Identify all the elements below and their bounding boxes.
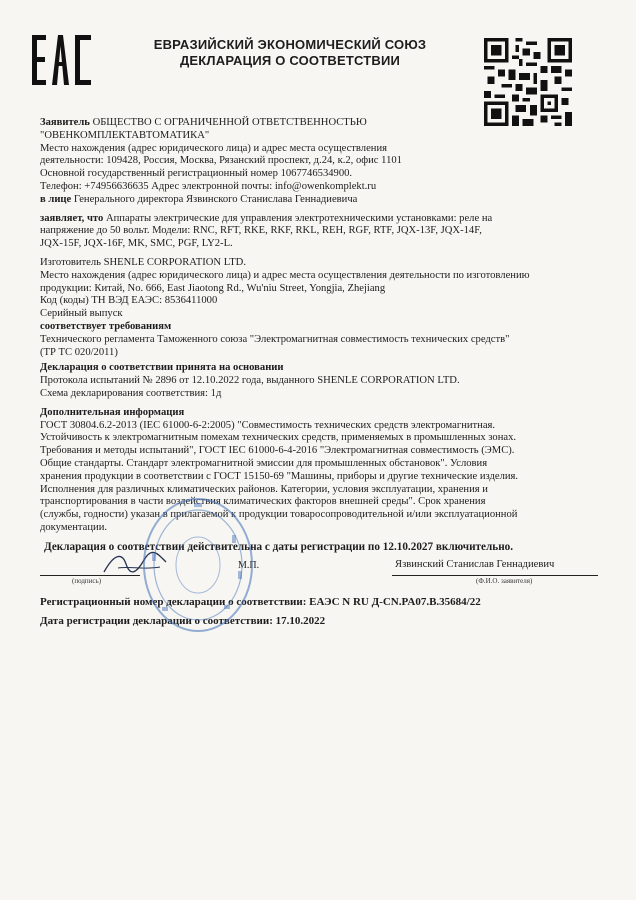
additional-info-line: Требования и методы испытаний", ГОСТ IEC 61000-6-4-2016 "Электромагнитная совместимость (ЭМС).	[40, 445, 515, 457]
applicant-label: Заявитель	[40, 117, 90, 128]
applicant-name-quoted: "ОВЕНКОМПЛЕКТАВТОМАТИКА"	[40, 129, 210, 141]
additional-info-line: Исполнения для различных климатических районов. Категории, условия эксплуатации, хранения и	[40, 483, 488, 495]
name-caption: (Ф.И.О. заявителя)	[476, 577, 533, 585]
regulation-line-2: (ТР ТС 020/2011)	[40, 346, 118, 358]
additional-info-line: Общие стандарты. Стандарт электромагнитной эмиссии для промышленных обстановок". Условия	[40, 457, 488, 469]
eac-logo-icon	[30, 32, 94, 88]
tnved-code: Код (коды) ТН ВЭД ЕАЭС: 8536411000	[40, 295, 218, 307]
applicant-ogrn: Основной государственный регистрационный номер 1067746534900.	[40, 168, 353, 180]
stamp-place-label: М.П.	[238, 560, 260, 571]
product-line-3: JQX-15F, JQX-16F, MK, SMC, PGF, LY2-L.	[40, 238, 233, 250]
additional-info-line: хранения продукции в соответствии с ГОСТ 15150-69 "Машины, приборы и другие технические изделия.	[40, 470, 519, 482]
applicant-address-2: деятельности: 109428, Россия, Москва, Рязанский проспект, д.24, к.2, офис 1101	[40, 155, 402, 167]
handwritten-signature-icon	[100, 548, 170, 578]
validity-statement: Декларация о соответствии действительна с даты регистрации по 12.10.2027 включительно.	[44, 541, 514, 553]
batch-type: Серийный выпуск	[40, 308, 123, 320]
header-title: ДЕКЛАРАЦИЯ О СООТВЕТСТВИИ	[179, 53, 401, 68]
additional-info-line: (службы, годности) указан в прилагаемой к продукции товаросопроводительной и/или эксплуатационной	[40, 509, 518, 521]
declaration-body	[40, 117, 600, 535]
manufacturer-address-1: Место нахождения (адрес юридического лица) и адрес места осуществления деятельности по изготовлению	[40, 269, 530, 281]
test-protocol: Протокола испытаний № 2896 от 12.10.2022 года, выданного SHENLE CORPORATION LTD.	[40, 375, 460, 387]
regulation-line-1: Технического регламента Таможенного союза "Электромагнитная совместимость технических средств"	[40, 333, 510, 345]
manufacturer-address-2: продукции: Китай, No. 666, East Jiaotong Rd., Wu'niu Street, Yongjia, Zhejiang	[40, 282, 386, 294]
declaration-scheme: Схема декларирования соответствия: 1д	[40, 387, 222, 399]
applicant-address-1: Место нахождения (адрес юридического лица) и адрес места осуществления	[40, 142, 387, 154]
manufacturer-name: Изготовитель SHENLE CORPORATION LTD.	[40, 256, 246, 268]
registration-number: Регистрационный номер декларации о соответствии: ЕАЭС N RU Д-CN.PA07.B.35684/22	[40, 596, 481, 608]
additional-info-line: транспортирования в части воздействия климатических факторов внешней среды". Срок хранения	[40, 496, 486, 508]
qr-code-icon	[484, 38, 572, 126]
additional-info-line: Устойчивость к электромагнитным помехам технических средств, применяемых в промышленных зонах.	[40, 432, 517, 444]
registration-date: Дата регистрации декларации о соответствии: 17.10.2022	[40, 615, 326, 627]
header-union: ЕВРАЗИЙСКИЙ ЭКОНОМИЧЕСКИЙ СОЮЗ	[153, 37, 427, 52]
signer-name: Язвинский Станислав Геннадиевич	[395, 559, 555, 570]
applicant-name: ОБЩЕСТВО С ОГРАНИЧЕННОЙ ОТВЕТСТВЕННОСТЬЮ	[92, 117, 367, 128]
applicant-contacts: Телефон: +74956636635 Адрес электронной почты: info@owenkomplekt.ru	[40, 180, 377, 192]
product-line-1: Аппараты электрические для управления электротехническими установками: реле на	[105, 212, 493, 224]
conforms-label: соответствует требованиям	[40, 320, 172, 332]
representative: Генерального директора Язвинского Станислава Геннадиевича	[73, 193, 358, 205]
product-line-2: напряжение до 50 вольт. Модели: RNC, RFT, RKE, RKF, RKL, REH, RGF, RTF, JQX-13F, JQX-14F,	[40, 225, 482, 237]
signature-caption: (подпись)	[72, 577, 102, 585]
additional-info-line: ГОСТ 30804.6.2-2013 (IEC 61000-6-2:2005) "Совместимость технических средств электромагнитная.	[40, 419, 496, 431]
additional-info-label: Дополнительная информация	[40, 406, 185, 418]
name-line	[392, 575, 598, 576]
declares-label: заявляет, что	[40, 212, 104, 224]
additional-info-line: документации.	[40, 521, 108, 533]
document-header	[110, 37, 470, 69]
basis-label: Декларация о соответствии принята на основании	[40, 362, 284, 374]
representative-label: в лице	[40, 193, 72, 205]
